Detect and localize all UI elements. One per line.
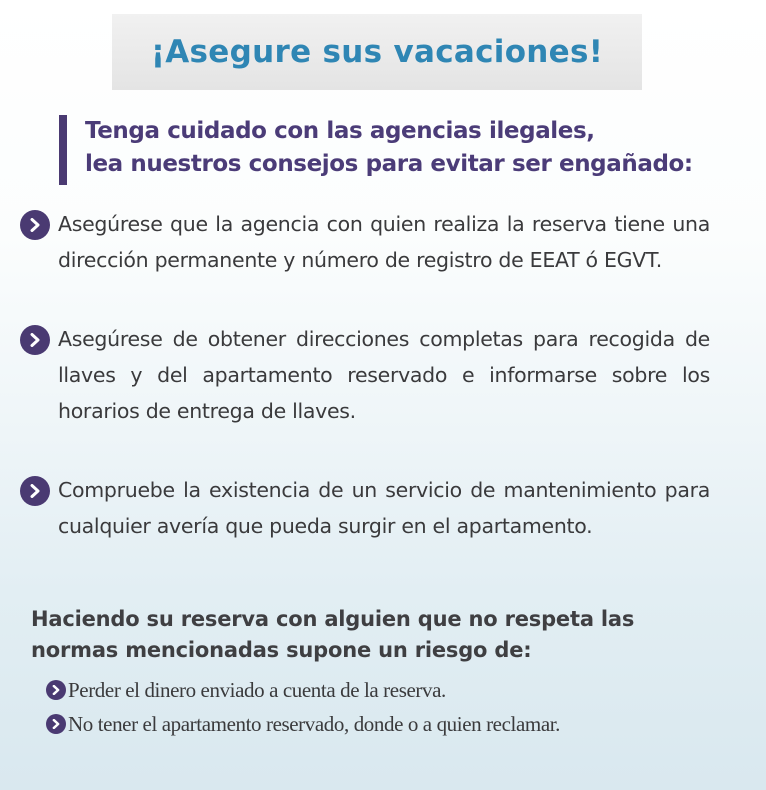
chevron-right-icon — [46, 680, 66, 700]
subtitle-line-1: Tenga cuidado con las agencias ilegales, — [85, 118, 595, 144]
chevron-right-icon — [20, 476, 50, 506]
tip-text: Asegúrese de obtener direcciones completas para recogida de llaves y del apartamento reservado e informarse sobre los horarios de entrega de llaves. — [58, 327, 710, 423]
title-banner — [112, 14, 642, 90]
tip-item — [20, 206, 710, 278]
warning-line-1: Haciendo su reserva con alguien que no respeta las — [31, 607, 635, 631]
chevron-right-icon — [20, 210, 50, 240]
risk-item — [46, 710, 746, 744]
risks-list — [46, 676, 746, 744]
warning-line-2: normas mencionadas supone un riesgo de: — [31, 638, 532, 662]
subtitle-block — [59, 115, 693, 185]
tip-text: Compruebe la existencia de un servicio de mantenimiento para cualquier avería que pueda surgir en el apartamento. — [58, 478, 710, 538]
warning-heading — [31, 604, 731, 666]
chevron-right-icon — [20, 325, 50, 355]
tip-item — [20, 472, 710, 544]
risk-text: Perder el dinero enviado a cuenta de la reserva. — [68, 678, 446, 702]
chevron-right-icon — [46, 714, 66, 734]
risk-text: No tener el apartamento reservado, donde o a quien reclamar. — [68, 712, 561, 736]
tip-item — [20, 321, 710, 429]
tips-list — [20, 206, 710, 587]
tip-text: Asegúrese que la agencia con quien realiza la reserva tiene una dirección permanente y número de registro de EEAT ó EGVT. — [58, 212, 710, 272]
risk-item — [46, 676, 746, 710]
subtitle-line-2: lea nuestros consejos para evitar ser engañado: — [85, 151, 693, 177]
page-title: ¡Asegure sus vacaciones! — [150, 34, 604, 70]
